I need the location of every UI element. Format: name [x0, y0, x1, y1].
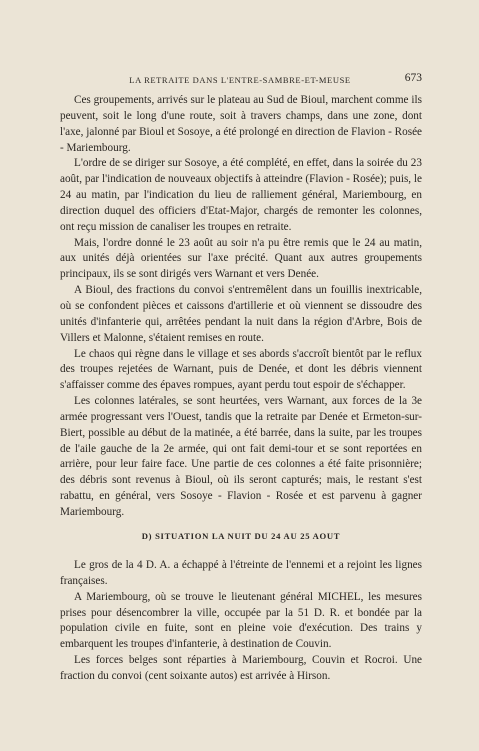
paragraph: Mais, l'ordre donné le 23 août au soir n'a pu être remis que le 24 au matin, aux unités déjà orientées sur l'axe précité. Quant aux autres groupements principaux, ils se sont dirigés vers Warnant et vers Denée.	[60, 236, 422, 281]
paragraph: Le gros de la 4 D. A. a échappé à l'étreinte de l'ennemi et a rejoint les lignes françaises.	[60, 559, 422, 587]
body-text-upper	[60, 93, 422, 521]
paragraph: Les forces belges sont réparties à Mariembourg, Couvin et Rocroi. Une fraction du convoi (cent soixante autos) est arrivée à Hirson.	[60, 654, 422, 682]
page-header	[60, 72, 420, 88]
paragraph: A Bioul, des fractions du convoi s'entremêlent dans un fouillis inextricable, où se confondent pièces et caissons d'artillerie et où viennent se dissoudre des unités d'infanterie qui, arrêtées pendant la nuit dans la région d'Arbre, Bois de Villers et Malonne, s'étaient remises en route.	[60, 284, 422, 344]
paragraph: Le chaos qui règne dans le village et ses abords s'accroît bientôt par le reflux des troupes rejetées de Warnant, puis de Denée, et dont les débris viennent s'affaisser comme des épaves rompues, ayant perdu tout espoir de s'échapper.	[60, 347, 422, 392]
paragraph: Ces groupements, arrivés sur le plateau au Sud de Bioul, marchent comme ils peuvent, soit le long d'une route, soit à travers champs, dans une zone, dont l'axe, jalonné par Bioul et Sosoye, a été prolongé en direction de Flavion - Rosée - Mariembourg.	[60, 94, 422, 154]
body-text-lower	[60, 558, 422, 685]
paragraph: L'ordre de se diriger sur Sosoye, a été complété, en effet, dans la soirée du 23 août, par l'indication de nouveaux objectifs à atteindre (Flavion - Rosée); puis, le 24 au matin, par l'indication du lieu de ralliement général, Mariembourg, en direction duquel des officiers d'Etat-Major, chargés de remonter les colonnes, ont reçu mission de canaliser les troupes en retraite.	[60, 157, 422, 233]
paragraph: Les colonnes latérales, se sont heurtées, vers Warnant, aux forces de la 3e armée progressant vers l'Ouest, tandis que la retraite par Denée et Ermeton-sur-Biert, possible au début de la matinée, a été barrée, dans la suite, par les troupes de l'aile gauche de la 2e armée, qui ont fait demi-tour et se sont reportées en arrière, pour leur faire face. Une partie de ces colonnes a été faite prisonnière; des débris sont revenus à Bioul, où ils seront capturés; mais, le restant s'est rabattu, en général, vers Sosoye - Flavion - Rosée et est parvenu à gagner Mariembourg.	[60, 395, 422, 518]
running-title: LA RETRAITE DANS L'ENTRE-SAMBRE-ET-MEUSE	[129, 75, 351, 85]
page-number: 673	[404, 72, 422, 84]
section-heading: D) SITUATION LA NUIT DU 24 AU 25 AOUT	[141, 531, 341, 541]
paragraph: A Mariembourg, où se trouve le lieutenant général MICHEL, les mesures prises pour désencombrer la ville, occupée par la 51 D. R. et bondée par la population civile en fuite, sont en pleine voie d'exécution. Des trains y embarquent les troupes d'infanterie, à destination de Couvin.	[60, 590, 422, 651]
